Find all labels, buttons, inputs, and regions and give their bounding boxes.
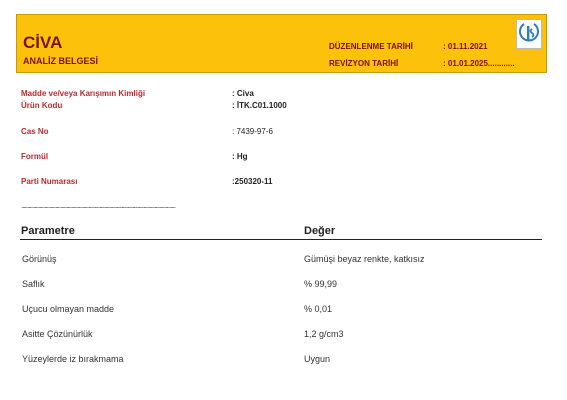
- formula-value: : Hg: [232, 152, 248, 161]
- revision-date-value: : 01.01.2025............: [443, 59, 515, 68]
- table-row-param: Yüzeylerde iz bırakmama: [22, 354, 124, 364]
- identity-value: : Civa: [232, 89, 254, 98]
- table-row-param: Saflık: [22, 279, 45, 289]
- table-header-rule: [20, 239, 542, 240]
- company-logo-icon: [516, 19, 542, 49]
- table-row-value: Uygun: [304, 354, 331, 364]
- table-row-param: Asitte Çözünürlük: [22, 329, 93, 339]
- product-code-label: Ürün Kodu: [21, 101, 63, 110]
- dotted-separator: ..............................................................................................................................: [21, 201, 176, 210]
- formula-label: Formül: [21, 152, 49, 161]
- cas-value: : 7439-97-6: [232, 127, 273, 136]
- document-header: [16, 14, 547, 73]
- param-column-header: Parametre: [21, 225, 75, 237]
- issue-date-value: : 01.11.2021: [443, 42, 488, 51]
- table-row-value: 1,2 g/cm3: [304, 329, 344, 339]
- batch-value: :250320-11: [232, 177, 273, 186]
- issue-date-label: DÜZENLENME TARİHİ: [329, 42, 413, 51]
- identity-label: Madde ve/veya Karışımın Kimliği: [21, 89, 146, 98]
- cas-label: Cas No: [21, 127, 49, 136]
- table-row-value: % 99,99: [304, 279, 338, 289]
- table-row-param: Uçucu olmayan madde: [22, 304, 115, 314]
- document-subtitle: ANALİZ BELGESİ: [23, 56, 99, 66]
- batch-label: Parti Numarası: [21, 177, 78, 186]
- table-row-value: Gümüşi beyaz renkte, katkısız: [304, 254, 425, 264]
- table-row-value: % 0,01: [304, 304, 333, 314]
- product-code-value: : İTK.C01.1000: [232, 101, 287, 110]
- table-row-param: Görünüş: [22, 254, 57, 264]
- revision-date-label: REVİZYON TARİHİ: [329, 59, 399, 68]
- document-title: CİVA: [23, 33, 63, 52]
- value-column-header: Değer: [304, 225, 336, 237]
